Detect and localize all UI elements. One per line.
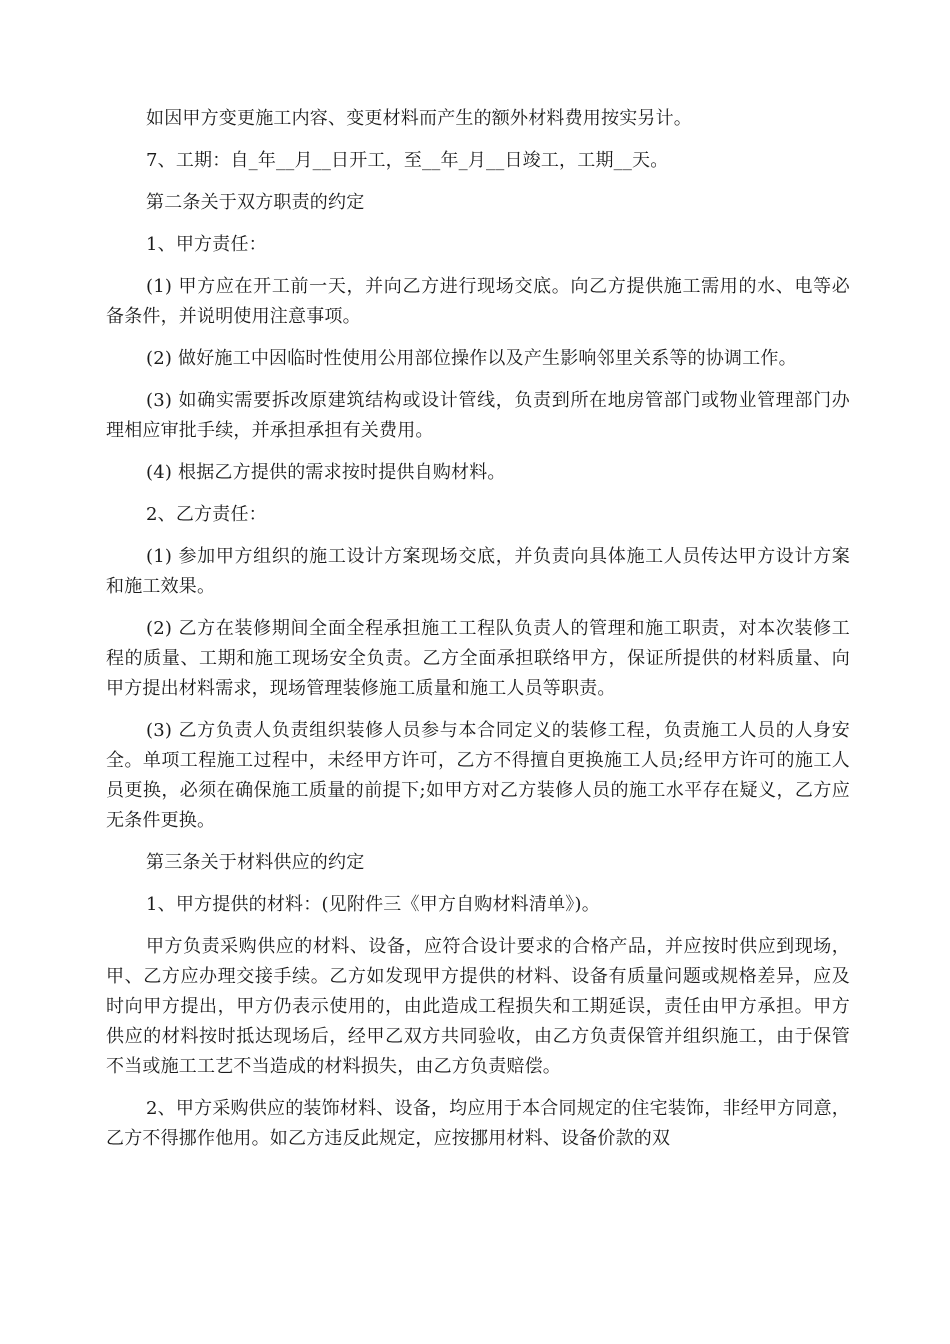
- paragraph-material-procurement: 甲方负责采购供应的材料、设备，应符合设计要求的合格产品，并应按时供应到现场，甲、乙方应办理交接手续。乙方如发现甲方提供的材料、设备有质量问题或规格差异，应及时向甲方提出，甲方仍表示使用的，由此造成工程损失和工期延误，责任由甲方承担。甲方供应的材料按时抵达现场后，经甲乙双方共同验收，由乙方负责保管并组织施工，由于保管不当或施工工艺不当造成的材料损失，由乙方负责赔偿。: [106, 936, 850, 1077]
- paragraph-party-a-duty-4: (4) 根据乙方提供的需求按时提供自购材料。: [146, 462, 506, 483]
- section-heading-article-2: 第二条关于双方职责的约定: [146, 192, 365, 213]
- paragraph-party-b-duty-2: (2) 乙方在装修期间全面全程承担施工工程队负责人的管理和施工职责，对本次装修工程的质量、工期和施工现场安全负责。乙方全面承担联络甲方，保证所提供的材料质量、向甲方提出材料需求，现场管理装修施工质量和施工人员等职责。: [106, 618, 850, 699]
- document-body: [106, 104, 850, 1166]
- paragraph-party-a-materials: 1、甲方提供的材料：(见附件三《甲方自购材料清单》)。: [146, 894, 600, 915]
- paragraph-construction-period: 7、工期：自_年__月__日开工，至__年_月__日竣工，工期__天。: [146, 150, 669, 171]
- section-heading-article-3: 第三条关于材料供应的约定: [146, 852, 365, 873]
- paragraph-party-a-duty-3: (3) 如确实需要拆改原建筑结构或设计管线，负责到所在地房管部门或物业管理部门办理相应审批手续，并承担承担有关费用。: [106, 390, 850, 441]
- paragraph-material-usage: 2、甲方采购供应的装饰材料、设备，均应用于本合同规定的住宅装饰，非经甲方同意，乙方不得挪作他用。如乙方违反此规定，应按挪用材料、设备价款的双: [106, 1098, 850, 1149]
- paragraph-material-cost: 如因甲方变更施工内容、变更材料而产生的额外材料费用按实另计。: [146, 108, 692, 129]
- subheading-party-b-duties: 2、乙方责任：: [146, 504, 267, 525]
- subheading-party-a-duties: 1、甲方责任：: [146, 234, 267, 255]
- paragraph-party-a-duty-1: (1) 甲方应在开工前一天，并向乙方进行现场交底。向乙方提供施工需用的水、电等必备条件，并说明使用注意事项。: [106, 276, 850, 327]
- paragraph-party-b-duty-3: (3) 乙方负责人负责组织装修人员参与本合同定义的装修工程，负责施工人员的人身安全。单项工程施工过程中，未经甲方许可，乙方不得擅自更换施工人员;经甲方许可的施工人员更换，必须在确保施工质量的前提下;如甲方对乙方装修人员的施工水平存在疑义，乙方应无条件更换。: [106, 720, 850, 831]
- paragraph-party-a-duty-2: (2) 做好施工中因临时性使用公用部位操作以及产生影响邻里关系等的协调工作。: [146, 348, 797, 369]
- paragraph-party-b-duty-1: (1) 参加甲方组织的施工设计方案现场交底，并负责向具体施工人员传达甲方设计方案和施工效果。: [106, 546, 850, 597]
